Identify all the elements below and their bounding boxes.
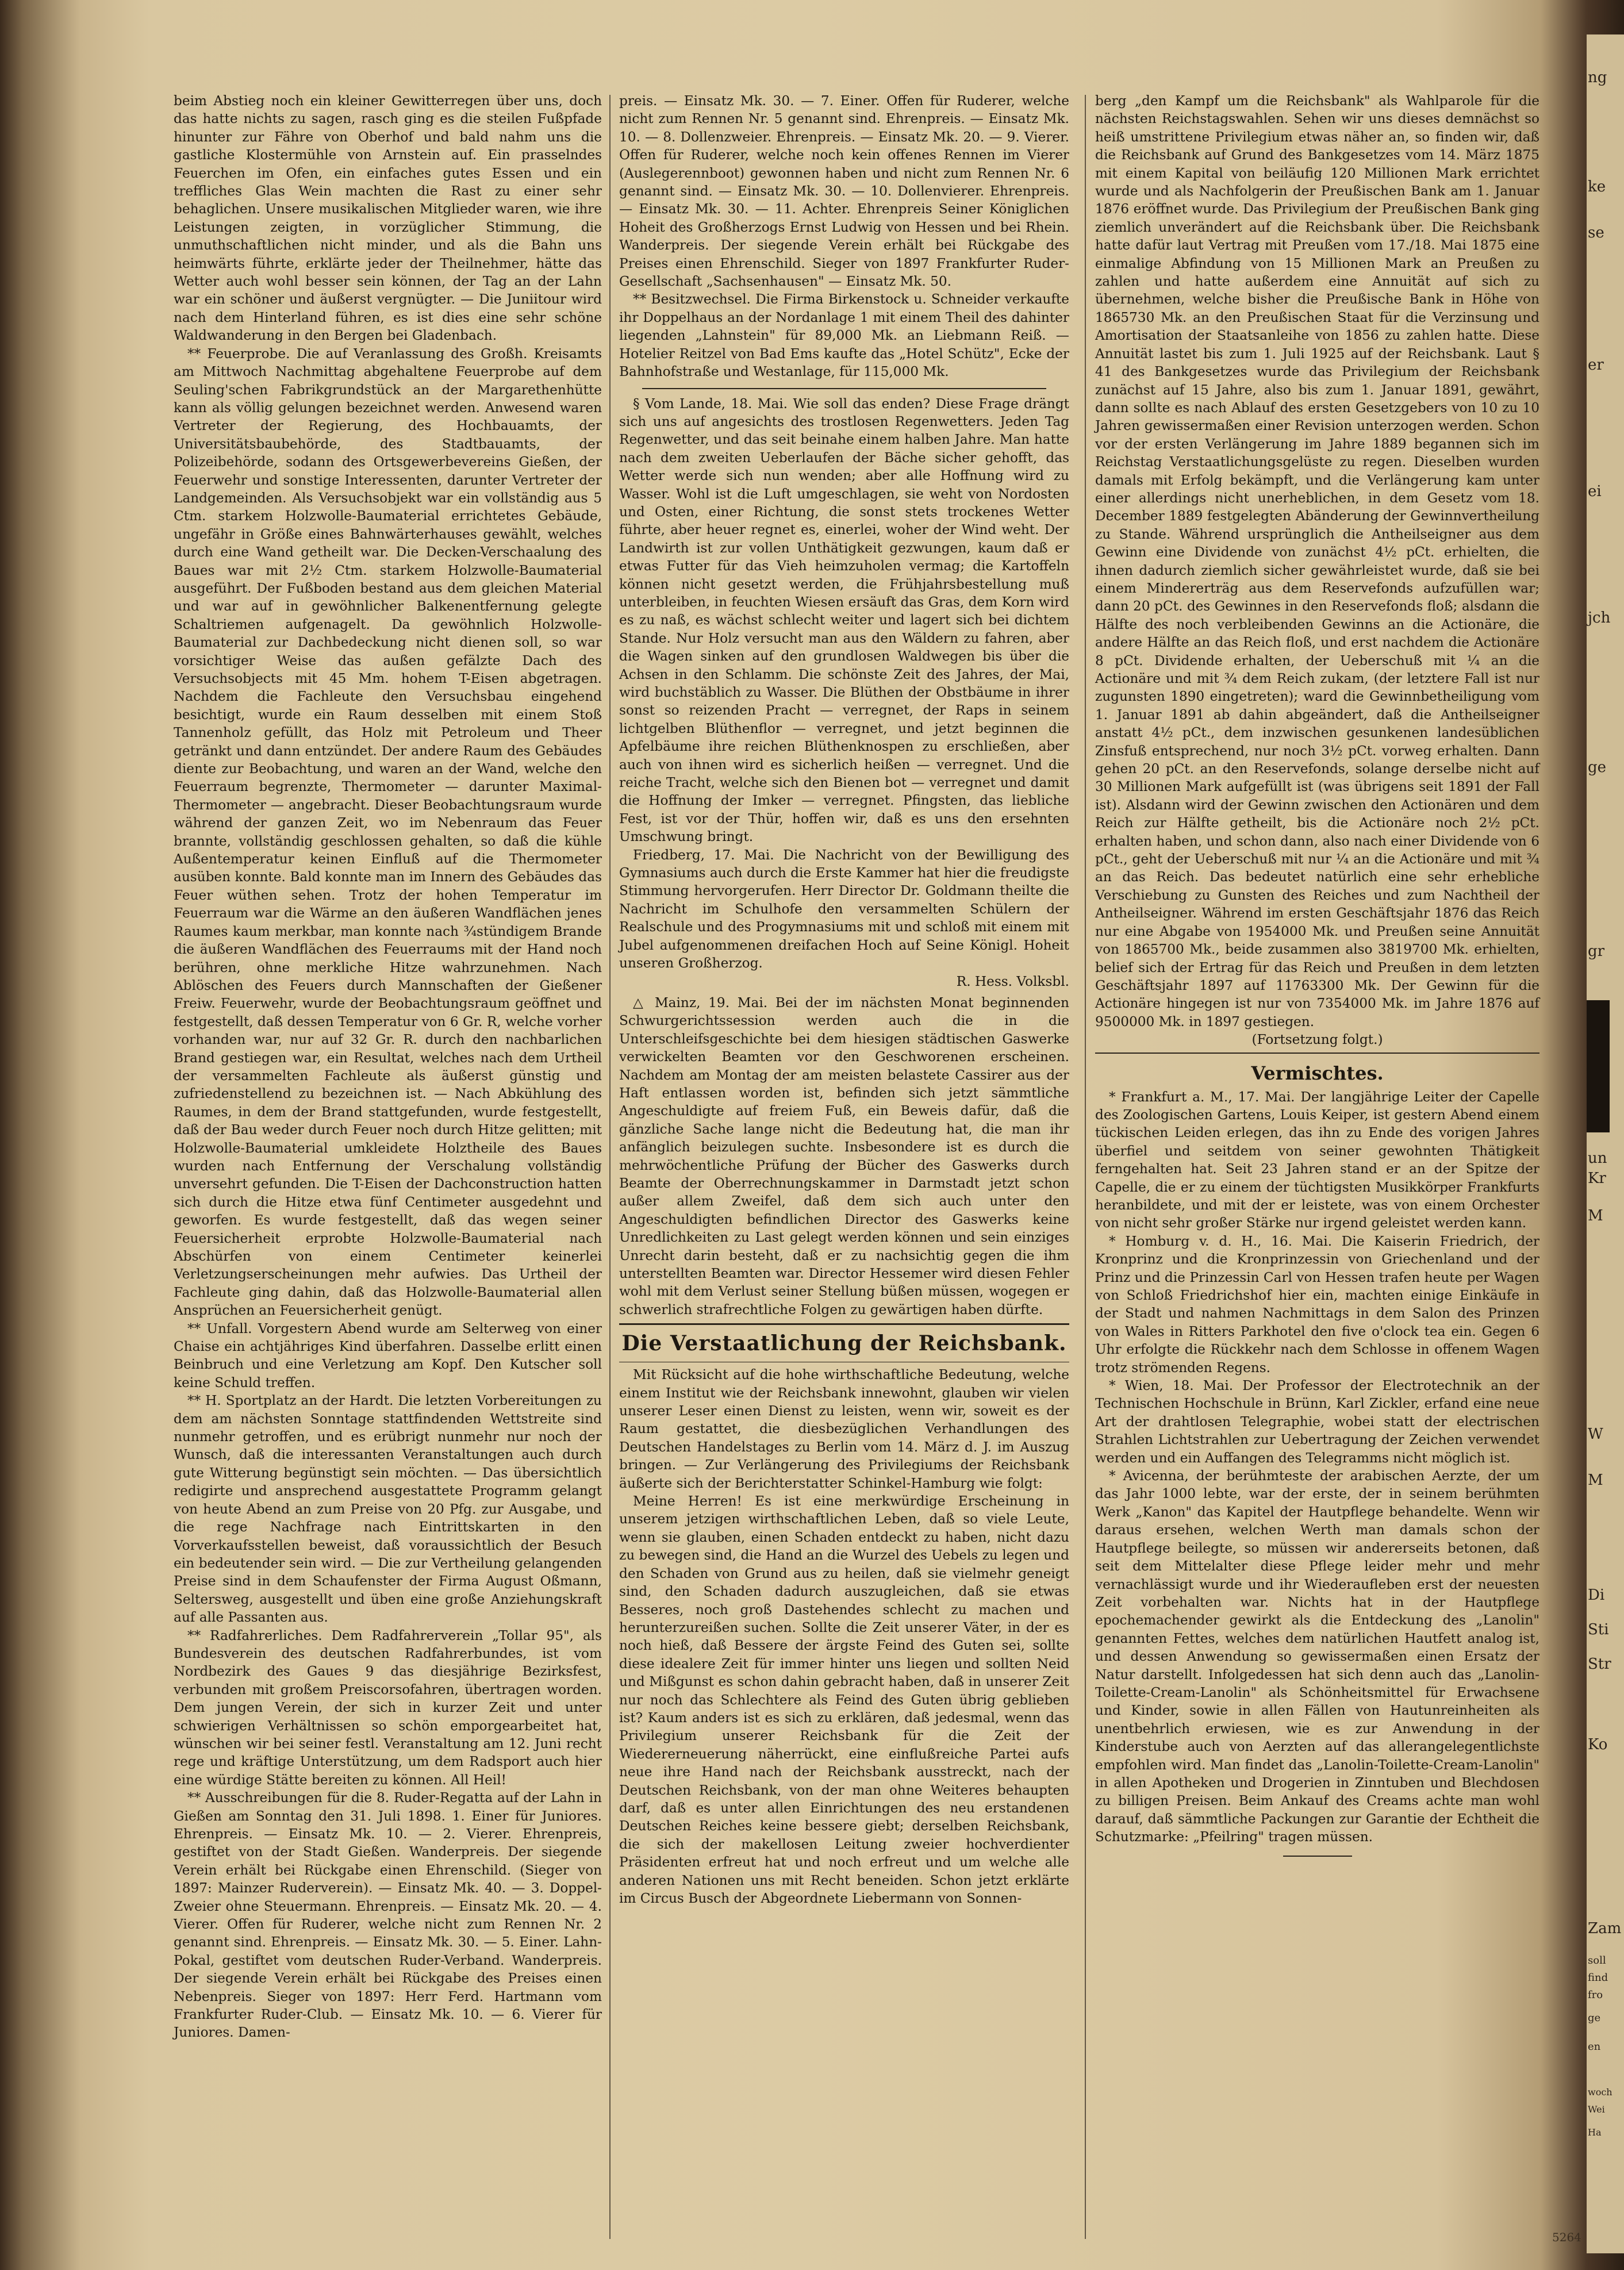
fragment: jch <box>1588 609 1611 627</box>
article-avicenna: * Avicenna, der berühmteste der arabischen Aerzte, der um das Jahr 1000 lebte, war der erste, der in seinem berühmten Werk „Kanon" das Kapitel der Hautpflege behandelte. Wenn wir daraus ersehen, welchen Werth man damals schon der Hautpflege beilegte, so müssen wir andererseits betonen, daß seit dem Mittelalter diese Pflege leider mehr und mehr vernachlässigt wurde und ihr Wiederaufleben erst der neuesten Zeit vorbehalten war. Nichts hat in der Hautpflege epochemachender gewirkt als die Entdeckung des „Lanolin" genannten Fettes, welches dem natürlichen Hautfett analog ist, und dessen Anwendung so gewissermaßen einen Ersatz der Natur darstellt. Infolgedessen hat sich denn auch das „Lanolin-Toilette-Cream-Lanolin" als Schönheitsmittel für Erwachsene und Kinder, sowie in allen Fällen von Hautunreinheiten als unentbehrlich erwiesen, wie es zur Anwendung in der Kinderstube auch von Aerzten auf das allerangelegentlichste empfohlen wird. Man findet das „Lanolin-Toilette-Cream-Lanolin" in allen Apotheken und Drogerien in Zinntuben und Blechdosen zu billigen Preisen. Beim Ankauf des Creams achte man wohl darauf, daß sämmtliche Packungen zur Garantie der Echtheit die Schutzmarke: „Pfeilring" tragen müssen. <box>1095 1468 1539 1845</box>
source-signature: R. Hess. Volksbl. <box>956 973 1069 989</box>
fragment: ke <box>1588 178 1606 195</box>
article-frankfurt: * Frankfurt a. M., 17. Mai. Der langjährige Leiter der Capelle des Zoologischen Gartens, Louis Keiper, ist gestern Abend einem tückischen Leiden erlegen, das ihn zu Ende des vorigen Jahres überfiel und seitdem von seiner gewohnten Thätigkeit ferngehalten hat. Seit 23 Jahren stand er an der Spitze der Capelle, die er zu einem der tüchtigsten Musikkörper Frankfurts heranbildete, und mit der er leistete, was von einem Orchester von nicht sehr großer Stärke nur irgend geleistet werden kann. <box>1095 1089 1539 1231</box>
article-unfall: ** Unfall. Vorgestern Abend wurde am Selterweg von einer Chaise ein achtjähriges Kind überfahren. Dasselbe erlitt einen Beinbruch und eine Verletzung am Kopf. Den Kutscher soll keine Schuld treffen. <box>174 1320 602 1391</box>
column-3 <box>1095 92 1539 1857</box>
article-paragraph: beim Abstieg noch ein kleiner Gewitterregen über uns, doch das hatte nichts zu sagen, rasch ging es die steilen Fußpfade hinunter zur Fähre von Oberhof und bald nahm uns die gastliche Klostermühle von Arnstein auf. Ein prasselndes Feuerchen im Ofen, ein einfaches gutes Essen und ein treffliches Glas Wein machten die Rast zu einer sehr behaglichen. Unsere musikalischen Mitglieder waren, wie ihre Leistungen zeigten, in vorzüglicher Stimmung, die unmuthschaftlichen nicht minder, und als die Bahn uns heimwärts führte, erklärte jeder der Theilnehmer, hätte das Wetter auch wohl besser sein können, der Tag an der Lahn war ein schöner und äußerst vergnügter. — Die Juniitour wird nach dem Hinterland führen, es ist dies eine sehr schöne Waldwanderung in den Bergen bei Gladenbach. <box>174 93 602 344</box>
article-vom-lande: § Vom Lande, 18. Mai. Wie soll das enden? Diese Frage drängt sich uns auf angesichts des trostlosen Regenwetters. Jeden Tag Regenwetter, und das seit beinahe einem halben Jahre. Man hatte nach dem zweiten Ueberlaufen der Bäche sicher gehofft, das Wetter werde sich nun wenden; aber alle Hoffnung wird zu Wasser. Wohl ist die Luft umgeschlagen, sie weht von Nordosten und Osten, einer Richtung, die sonst stets trockenes Wetter führte, aber heuer regnet es, einerlei, woher der Wind weht. Der Landwirth ist zur vollen Unthätigkeit gezwungen, kaum daß er etwas Futter für das Vieh heimzuholen vermag; die Kartoffeln können nicht gesetzt werden, die Frühjahrsbestellung muß unterbleiben, in feuchten Wiesen ersäuft das Gras, dem Korn wird es zu naß, es wächst schlecht weiter und lagert sich bei dichtem Stande. Nur Holz versucht man aus den Wäldern zu fahren, aber die Wagen sinken auf den grundlosen Waldwegen bis über die Achsen in den Schlamm. Die schönste Zeit des Jahres, der Mai, wird buchstäblich zu Wasser. Die Blüthen der Obstbäume in ihrer sonst so reizenden Pracht — verregnet, der Raps in seinem lichtgelben Blüthenflor — verregnet, und jetzt beginnen die Apfelbäume ihre reichen Blüthenknospen zu erschließen, aber auch von ihnen wird es sicherlich heißen — verregnet. Und die reiche Tracht, welche sich den Bienen bot — verregnet und damit die Hoffnung der Imker — verregnet. Pfingsten, das liebliche Fest, ist vor der Thür, hoffen wir, daß es uns den ersehnten Umschwung bringt. <box>619 395 1069 845</box>
section-divider <box>1095 1053 1539 1054</box>
article-ruder-regatta: ** Ausschreibungen für die 8. Ruder-Regatta auf der Lahn in Gießen am Sonntag den 31. Juli 1898. 1. Einer für Juniores. Ehrenpreis. — Einsatz Mk. 10. — 2. Vierer. Ehrenpreis, gestiftet von der Stadt Gießen. Wanderpreis. Der siegende Verein erhält bei Rückgabe einen Ehrenschild. (Sieger von 1897: Mainzer Ruderverein). — Einsatz Mk. 40. — 3. Doppel-Zweier ohne Steuermann. Ehrenpreis. — Einsatz Mk. 20. — 4. Vierer. Offen für Ruderer, welche nicht zum Rennen Nr. 2 genannt sind. Ehrenpreis. — Einsatz Mk. 30. — 5. Einer. Lahn-Pokal, gestiftet vom deutschen Ruder-Verband. Wanderpreis. Der siegende Verein erhält bei Rückgabe des Preises einen Nebenpreis. Sieger von 1897: Herr Ferd. Hartmann vom Frankfurter Ruder-Club. — Einsatz Mk. 10. — 6. Vierer für Juniores. Damen- <box>174 1790 602 2041</box>
article-feuerprobe: ** Feuerprobe. Die auf Veranlassung des Großh. Kreisamts am Mittwoch Nachmittag abgehaltene Feuerprobe auf dem Seuling'schen Fabrikgrundstück an der Margarethenhütte kann als völlig gelungen bezeichnet werden. Anwesend waren Vertreter der Regierung, des Hochbauamts, der Universitätsbaubehörde, des Stadtbauamts, der Polizeibehörde, sodann des Ortsgewerbevereins Gießen, der Feuerwehr und sonstige Interessenten, darunter Vertreter der Landgemeinden. Als Versuchsobjekt war ein vollständig aus 5 Ctm. starkem Holzwolle-Baumaterial errichtetes Gebäude, ungefähr in Größe eines Bahnwärterhauses gewählt, welches durch eine Wand getheilt war. Die Decken-Verschaalung des Baues war mit 2½ Ctm. starkem Holzwolle-Baumaterial ausgeführt. Der Fußboden bestand aus dem gleichen Material und war auf in gewöhnlicher Balkenentfernung gelegte Schaltriemen aufgenagelt. Da gewöhnlich Holzwolle-Baumaterial zur Dachbedeckung nicht dienen soll, so war vorsichtiger Weise das außen gefälzte Dach des Versuchsobjects mit 45 Mm. hohem T-Eisen abgetragen. Nachdem die Fachleute den Versuchsbau eingehend besichtigt, wurde ein Raum desselben mit einem Stoß Tannenholz gefüllt, das Holz mit Petroleum und Theer getränkt und dann entzündet. Der andere Raum des Gebäudes diente zur Beobachtung, und waren an der Wand, welche den Feuerraum begrenzte, Thermometer — darunter Maximal-Thermometer — angebracht. Dieser Beobachtungsraum wurde während der ganzen Zeit, wo im Nebenraum das Feuer brannte, vollständig geschlossen gehalten, so daß die kühle Außentemperatur keinen Einfluß auf die Thermometer ausüben konnte. Bald konnte man im Innern des Gebäudes das Feuer wüthen sehen. Trotz der hohen Temperatur im Feuerraum war die Wärme an den äußeren Wandflächen jenes Raumes kaum merkbar, man konnte nach ¾stündigem Brande die äußeren Wandflächen des Feuerraums mit der Hand noch berühren, ohne merkliche Hitze wahrzunehmen. Nach Ablöschen des Feuers durch Mannschaften der Gießener Freiw. Feuerwehr, wurde der Beobachtungsraum geöffnet und festgestellt, daß dessen Temperatur von 6 Gr. R, welche vorher vorhanden war, nur auf 32 Gr. R. durch den nachbarlichen Brand gestiegen war, ein Resultat, welches nach dem Urtheil der versammelten Fachleute als äußerst günstig und zufriedenstellend zu bezeichnen ist. — Nach Abkühlung des Raumes, in dem der Brand stattgefunden, wurde festgestellt, daß der Bau weder durch Feuer noch durch Hitze gelitten; mit Holzwolle-Baumaterial umkleidete Holztheile des Baues wurden nach Entfernung der Verschalung vollständig unversehrt gefunden. Die T-Eisen der Dachconstruction hatten sich durch die Hitze etwa fünf Centimeter ausgedehnt und geworfen. Es wurde festgestellt, daß das wegen seiner Feuersicherheit erprobte Holzwolle-Baumaterial nach Abschürfen von einem Centimeter keinerlei Verletzungserscheinungen mehr aufwies. Das Urtheil der Fachleute ging dahin, daß das Holzwolle-Baumaterial allen Ansprüchen an Feuersicherheit genügt. <box>174 345 602 1319</box>
fragment: soll <box>1588 1954 1606 1966</box>
page-number-fragment: 5264 <box>1552 2230 1581 2244</box>
fragment: ng <box>1588 69 1607 86</box>
fragment: Wei <box>1588 2104 1605 2115</box>
fragment: woch <box>1588 2087 1613 2098</box>
fragment: Str <box>1588 1656 1611 1673</box>
fragment: Zam <box>1588 1920 1622 1937</box>
article-mainz: △ Mainz, 19. Mai. Bei der im nächsten Monat beginnenden Schwurgerichtssession werden auch die in die Unterschleifsgeschichte bei dem hiesigen städtischen Gaswerke verwickelten Beamten vor den Geschworenen erscheinen. Nachdem am Montag der am meisten belastete Cassirer aus der Haft entlassen worden ist, befinden sich jetzt sämmtliche Angeschuldigte auf freiem Fuß, ein Beweis dafür, daß die gänzliche Sache lange nicht die Bedeutung hat, die man ihr anfänglich beizulegen suchte. Insbesondere ist es durch die mehrwöchentliche Prüfung der Bücher des Gaswerks durch Beamte der Oberrechnungskammer in Darmstadt jetzt schon außer allem Zweifel, daß dem sich auch unter den Angeschuldigten befindlichen Director des Gaswerks keine Unredlichkeiten zu Last gelegt werden können und sein einziges Unrecht darin besteht, daß er zu nachsichtig gegen die ihm unterstellten Beamten war. Director Hessemer wird diesen Fehler wohl mit dem Verlust seiner Stellung büßen müssen, wogegen er schwerlich strafrechtliche Folgen zu gewärtigen haben dürfte. <box>619 994 1069 1318</box>
column-divider <box>1085 95 1086 2239</box>
fragment: Di <box>1588 1587 1605 1604</box>
fragment: M <box>1588 1207 1603 1224</box>
fragment: ge <box>1588 759 1607 776</box>
fragment: find <box>1588 1972 1608 1984</box>
fragment: gr <box>1588 943 1605 960</box>
fragment: Ko <box>1588 1736 1608 1753</box>
article-friedberg: Friedberg, 17. Mai. Die Nachricht von der Bewilligung des Gymnasiums auch durch die Erste Kammer hat hier die freudigste Stimmung hervorgerufen. Herr Director Dr. Goldmann theilte die Nachricht im Schulhofe den versammelten Schülern der Realschule und des Progymnasiums mit und schloß mit einem mit Jubel aufgenommenen dreifachen Hoch auf Seine Königl. Hoheit unseren Großherzog. <box>619 847 1069 971</box>
column-1 <box>174 92 602 2042</box>
fragment: ei <box>1588 483 1602 500</box>
section-heading: Die Verstaatlichung der Reichsbank. <box>619 1323 1069 1362</box>
fragment: se <box>1588 224 1604 241</box>
fragment: ge <box>1588 2012 1601 2024</box>
article-paragraph: preis. — Einsatz Mk. 30. — 7. Einer. Offen für Ruderer, welche nicht zum Rennen Nr. 5 genannt sind. Ehrenpreis. — Einsatz Mk. 10. — 8. Dollenzweier. Ehrenpreis. — Einsatz Mk. 20. — 9. Vierer. Offen für Ruderer, welche noch kein offenes Rennen im Vierer (Auslegerennboot) gewonnen haben und nicht zum Rennen Nr. 6 genannt sind. — Einsatz Mk. 30. — 10. Dollenvierer. Ehrenpreis. — Einsatz Mk. 30. — 11. Achter. Ehrenpreis Seiner Königlichen Hoheit des Großherzogs Ernst Ludwig von Hessen und bei Rhein. Wanderpreis. Der siegende Verein erhält bei Rückgabe des Preises einen Ehrenschild. Sieger von 1897 Frankfurter Ruder-Gesellschaft „Sachsenhausen" — Einsatz Mk. 50. <box>619 93 1069 290</box>
fragment: Kr <box>1588 1170 1606 1187</box>
continuation-note: (Fortsetzung folgt.) <box>1251 1032 1383 1048</box>
fragment: M <box>1588 1472 1603 1489</box>
article-sportplatz: ** H. Sportplatz an der Hardt. Die letzten Vorbereitungen zu dem am nächsten Sonntage stattfindenden Wettstreite sind nunmehr getroffen, und es erübrigt nunmehr nur noch der Wunsch, daß die interessanten Veranstaltungen auch durch gute Witterung begünstigt sein möchten. — Das übersichtlich redigirte und ansprechend ausgestattete Programm gelangt von heute Abend an zum Preise von 20 Pfg. zur Ausgabe, und die rege Nachfrage nach Eintrittskarten in den Vorverkaufsstellen beweist, daß voraussichtlich der Besuch ein bedeutender sein wird. — Die zur Vertheilung gelangenden Preise sind in dem Schaufenster der Firma August Oßmann, Seltersweg, ausgestellt und üben eine große Anziehungskraft auf alle Passanten aus. <box>174 1393 602 1626</box>
article-radfahrerliches: ** Radfahrerliches. Dem Radfahrerverein „Tollar 95", als Bundesverein des deutschen Radfahrerbundes, ist vom Nordbezirk des Gaues 9 das diesjährige Bezirksfest, verbunden mit großem Preiscorsofahren, übertragen worden. Dem jungen Verein, der sich in kurzer Zeit und unter schwierigen Verhältnissen so schön emporgearbeitet hat, wünschen wir bei seiner festl. Veranstaltung am 12. Juni recht rege und kräftige Unterstützung, um dem Radsport auch hier eine würdige Stätte bereiten zu können. All Heil! <box>174 1627 602 1788</box>
end-rule <box>1283 1856 1352 1857</box>
section-divider <box>642 388 1046 389</box>
fragment: W <box>1588 1426 1603 1443</box>
fragment: er <box>1588 356 1604 374</box>
column-2 <box>619 92 1069 1907</box>
fragment: Sti <box>1588 1621 1609 1638</box>
fragment: en <box>1588 2041 1601 2053</box>
article-reichsbank-speech: Meine Herren! Es ist eine merkwürdige Erscheinung in unserem jetzigen wirthschaftlichen Leben, daß so viele Leute, wenn sie glauben, einen Schaden entdeckt zu haben, nicht dazu zu bewegen sind, die Hand an die Wurzel des Uebels zu legen und den Schaden von Grund aus zu heilen, daß sie vielmehr geneigt sind, den Schaden dadurch auszugleichen, daß sie etwas Besseres, noch groß Dastehendes schlecht zu machen und herunterzureißen suchen. Sollte die Zeit unserer Väter, in der es noch hieß, daß Bessere der ärgste Feind des Guten sei, sollte diese idealere Zeit für immer hinter uns liegen und sollten Neid und Mißgunst es schon dahin gebracht haben, daß in unserer Zeit nur noch das Schlechtere als Feind des Guten übrig geblieben ist? Kaum anders ist es sich zu erklären, daß jedesmal, wenn das Privilegium unserer Reichsbank für die Zeit der Wiedererneuerung näherrückt, eine einflußreiche Partei aufs neue ihre Hand nach der Reichsbank ausstreckt, nach der Deutschen Reichsbank, von der man ohne Weiteres behaupten darf, daß es unter allen Einrichtungen des neu erstandenen Deutschen Reiches keine bessere giebt; derselben Reichsbank, die sich der makellosen Leitung zweier hochverdienter Präsidenten erfreut hat und noch erfreut und um welche alle anderen Nationen uns mit Recht beneiden. Schon jetzt erklärte im Circus Busch der Abgeordnete Liebermann von Sonnen- <box>619 1493 1069 1906</box>
section-heading: Vermischtes. <box>1251 1062 1384 1084</box>
article-reichsbank-intro: Mit Rücksicht auf die hohe wirthschaftliche Bedeutung, welche einem Institut wie der Reichsbank innewohnt, glauben wir vielen unserer Leser einen Dienst zu leisten, wenn wir, soweit es der Raum gestattet, die diesbezüglichen Verhandlungen des Deutschen Handelstages zu Berlin vom 14. März d. J. im Auszug bringen. — Zur Verlängerung des Privilegiums der Reichsbank äußerte sich der Berichterstatter Schinkel-Hamburg wie folgt: <box>619 1367 1069 1491</box>
fragment: Ha <box>1588 2127 1602 2138</box>
fragment: fro <box>1588 1989 1603 2001</box>
adjacent-page-edge <box>1587 34 1624 2253</box>
fragment: un <box>1588 1150 1607 1167</box>
article-homburg: * Homburg v. d. H., 16. Mai. Die Kaiserin Friedrich, der Kronprinz und die Kronprinzessin von Griechenland und der Prinz und die Prinzessin Carl von Hessen trafen heute per Wagen von Schloß Friedrichshof hier ein, machten einige Einkäufe in der Stadt und nahmen Nachmittags in dem Salon des Prinzen von Wales in Ritters Parkhotel den five o'clock tea ein. Gegen 6 Uhr erfolgte die Rückkehr nach dem Schlosse in offenem Wagen trotz strömenden Regens. <box>1095 1233 1539 1376</box>
article-wien: * Wien, 18. Mai. Der Professor der Electrotechnik an der Technischen Hochschule in Brünn, Karl Zickler, erfand eine neue Art der drahtlosen Telegraphie, wobei statt der electrischen Strahlen Lichtstrahlen zur Uebertragung der Zeichen verwendet werden und ein Auffangen des Telegramms nicht möglich ist. <box>1095 1378 1539 1466</box>
dark-ad-block <box>1587 1000 1610 1132</box>
article-reichsbank-continued: berg „den Kampf um die Reichsbank" als Wahlparole für die nächsten Reichstagswahlen. Sehen wir uns dieses demnächst so heiß umstrittene Privilegium etwas näher an, so finden wir, daß die Reichsbank auf Grund des Bankgesetzes vom 14. März 1875 mit einem Kapital von beiläufig 120 Millionen Mark errichtet wurde und als Nachfolgerin der Preußischen Bank am 1. Januar 1876 eröffnet wurde. Das Privilegium der Preußischen Bank ging ziemlich unverändert auf die Reichsbank über. Die Reichsbank hatte dafür laut Vertrag mit Preußen vom 17./18. Mai 1875 eine einmalige Abfindung von 15 Millionen Mark an Preußen zu zahlen und hatte außerdem eine Annuität auf sich zu übernehmen, welche bisher die Preußische Bank in Höhe von 1865730 Mk. an den Preußischen Staat für die Verzinsung und Amortisation der Staatsanleihe von 1856 zu zahlen hatte. Diese Annuität lastet bis zum 1. Juli 1925 auf der Reichsbank. Laut § 41 des Bankgesetzes wurde das Privilegium der Reichsbank zunächst auf 15 Jahre, also bis zum 1. Januar 1891, gewährt, dann sollte es nach Ablauf des ersten Gesetzgebers von 10 zu 10 Jahren gewissermaßen einer Revision unterzogen werden. Schon vor der ersten Verlängerung im Jahre 1889 begannen sich im Reichstag Verstaatlichungsgelüste zu regen. Dieselben wurden damals mit Erfolg bekämpft, und die Verlängerung kam unter einer allerdings nicht unerheblichen, in dem Gesetz vom 18. December 1889 festgelegten Abänderung der Gewinnvertheilung zu Stande. Während ursprünglich die Antheilseigner aus dem Gewinn eine Dividende von zunächst 4½ pCt. erhielten, die ihnen dadurch ziemlich sicher gewährleistet wurde, daß sie bei einem Mindererträg aus dem Reservefonds aufzufüllen war; dann 20 pCt. des Gewinnes in den Reservefonds floß; alsdann die Hälfte des noch verbleibenden Gewinns an die Actionäre, die andere Hälfte an das Reich floß, und erst nachdem die Actionäre 8 pCt. Dividende erhalten, der Ueberschuß mit ¼ an die Actionäre und mit ¾ dem Reich zukam, (der letztere Fall ist nur zugunsten 1890 eingetreten); ward die Gewinnbetheiligung vom 1. Januar 1891 ab dahin abgeändert, daß die Antheilseigner anstatt 4½ pCt., dem inzwischen gesunkenen landesüblichen Zinsfuß entsprechend, nur noch 3½ pCt. vorweg erhalten. Dann gehen 20 pCt. an den Reservefonds, solange derselbe nicht auf 30 Millionen Mark aufgefüllt ist (was übrigens seit 1891 der Fall ist). Alsdann wird der Gewinn zwischen den Actionären und dem Reich zur Hälfte getheilt, bis die Actionäre noch 2½ pCt. erhalten haben, und schon dann, also nach einer Dividende von 6 pCt., geht der Ueberschuß mit nur ¼ an die Actionäre und mit ¾ an das Reich. Das bedeutet natürlich eine sehr erhebliche Verschiebung zu Gunsten des Reiches und zum Nachtheil der Antheilseigner. Während im ersten Geschäftsjahr 1876 das Reich nur eine Abgabe von 1954000 Mk. und Preußen seine Annuität von 1865700 Mk., beide zusammen also 3819700 Mk. erhielten, belief sich der Ertrag für das Reich und Preußen in dem letzten Geschäftsjahr 1897 auf 11763300 Mk. Der Gewinn für die Actionäre hingegen ist nur von 7354000 Mk. im Jahre 1876 auf 9500000 Mk. in 1897 gestiegen. <box>1095 93 1539 1030</box>
article-besitzwechsel: ** Besitzwechsel. Die Firma Birkenstock u. Schneider verkaufte ihr Doppelhaus an der Nordanlage 1 mit einem Theil des dahinter liegenden „Lahnstein" für 89,000 Mk. an Liebmann Reiß. — Hotelier Reitzel von Bad Ems kaufte das „Hotel Schütz", Ecke der Bahnhofstraße und Westanlage, für 115,000 Mk. <box>619 291 1069 380</box>
column-divider <box>609 95 611 2239</box>
